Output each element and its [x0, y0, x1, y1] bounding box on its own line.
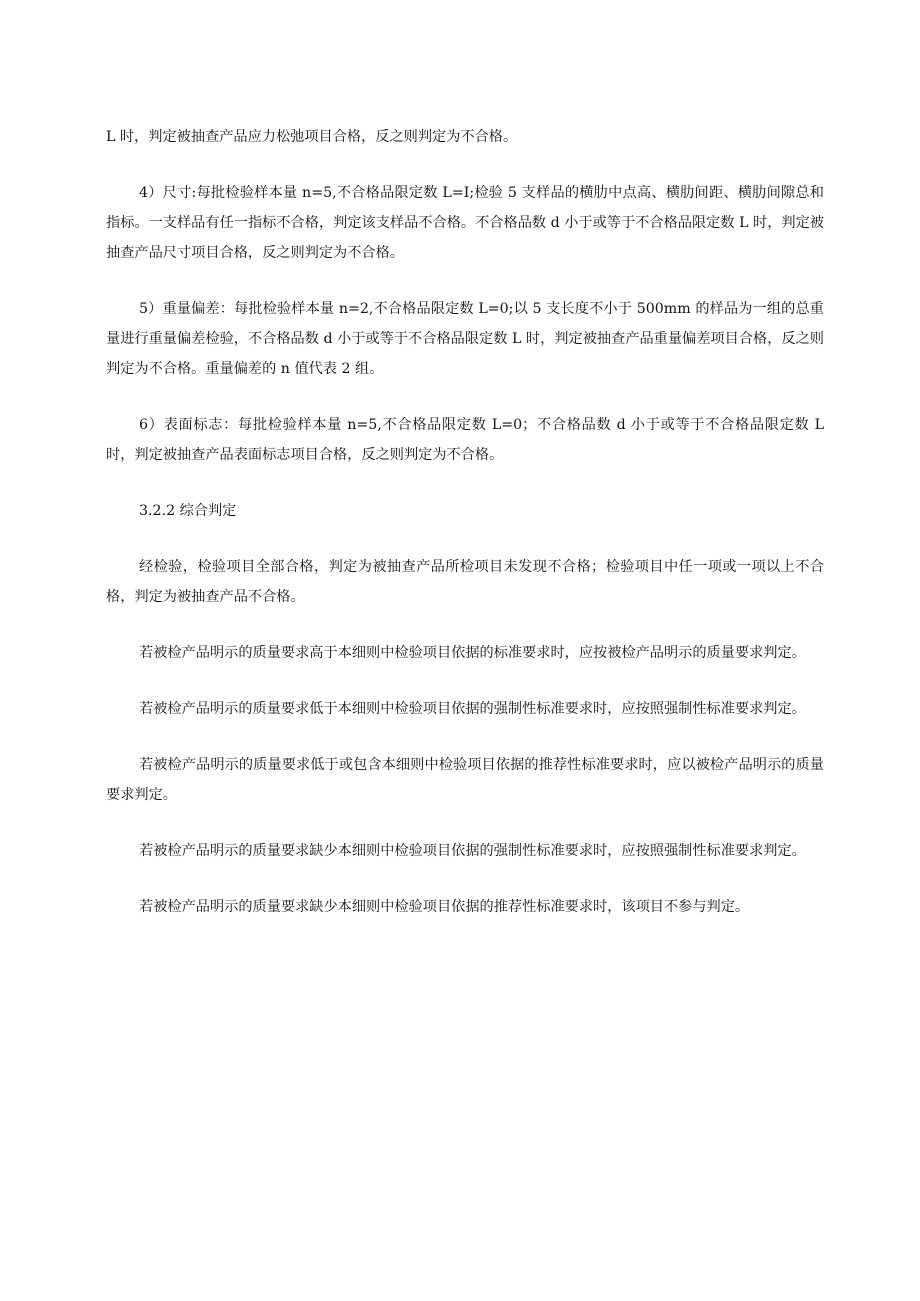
- paragraph-rule-missing-mandatory: 若被检产品明示的质量要求缺少本细则中检验项目依据的强制性标准要求时，应按照强制性标准要求判定。: [139, 843, 806, 859]
- paragraph-rule-missing-recommended: 若被检产品明示的质量要求缺少本细则中检验项目依据的推荐性标准要求时，该项目不参与判定。: [139, 899, 750, 915]
- paragraph-overall-judgment: 经检验，检验项目全部合格，判定为被抽查产品所检项目未发现不合格；检验项目中任一项或一项以上不合格，判定为被抽查产品不合格。: [106, 559, 824, 605]
- paragraph-rule-lower-recommended: 若被检产品明示的质量要求低于或包含本细则中检验项目依据的推荐性标准要求时，应以被检产品明示的质量要求判定。: [106, 757, 824, 803]
- paragraph-rule-lower-mandatory: 若被检产品明示的质量要求低于本细则中检验项目依据的强制性标准要求时，应按照强制性标准要求判定。: [139, 701, 806, 717]
- document-page: [106, 122, 824, 948]
- paragraph-dimension: 4）尺寸:每批检验样本量 n=5,不合格品限定数 L=I;检验 5 支样品的横肋中点高、横肋间距、横肋间隙总和指标。一支样品有任一指标不合格，判定该支样品不合格。不合格品数 d 小于或等于不合格品限定数 L 时，判定被抽查产品尺寸项目合格，反之则判定为不合格。: [106, 185, 824, 261]
- section-heading: 3.2.2 综合判定: [139, 503, 237, 519]
- paragraph-continuation: L 时，判定被抽查产品应力松弛项目合格，反之则判定为不合格。: [106, 129, 518, 145]
- paragraph-rule-higher: 若被检产品明示的质量要求高于本细则中检验项目依据的标准要求时，应按被检产品明示的质量要求判定。: [139, 645, 806, 661]
- paragraph-weight-deviation: 5）重量偏差：每批检验样本量 n=2,不合格品限定数 L=0;以 5 支长度不小于 500mm 的样品为一组的总重量进行重量偏差检验，不合格品数 d 小于或等于不合格品限定数 L 时，判定被抽查产品重量偏差项目合格，反之则判定为不合格。重量偏差的 n 值代表 2 组。: [106, 301, 824, 377]
- paragraph-surface-marking: 6）表面标志：每批检验样本量 n=5,不合格品限定数 L=0；不合格品数 d 小于或等于不合格品限定数 L 时，判定被抽查产品表面标志项目合格，反之则判定为不合格。: [106, 417, 824, 463]
